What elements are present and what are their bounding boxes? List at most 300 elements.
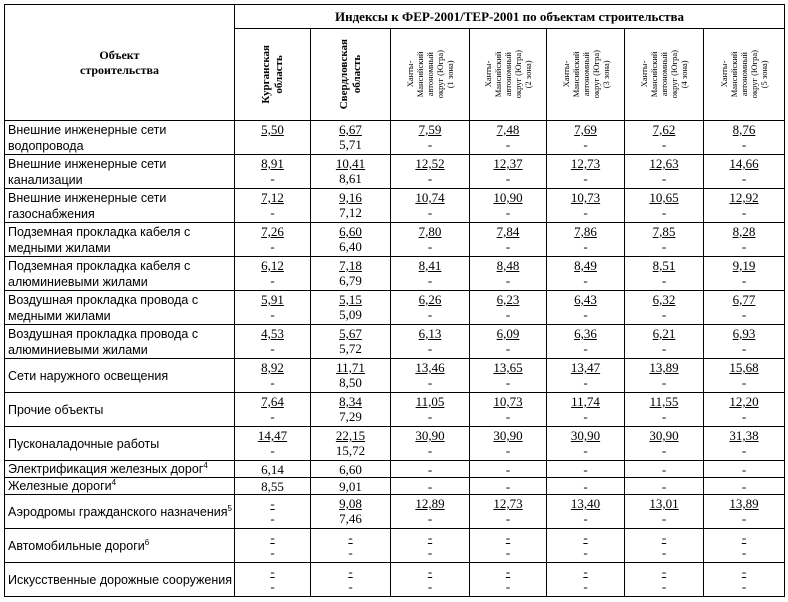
index-value-primary: 7,18 [339, 258, 362, 273]
index-cell [391, 155, 470, 189]
index-value-primary: - [505, 530, 511, 545]
index-value-secondary: - [741, 341, 747, 356]
index-value-primary: 14,66 [729, 156, 759, 171]
index-value-primary: 6,36 [574, 326, 597, 341]
index-value-primary: 22,15 [335, 428, 366, 443]
index-value-secondary: - [270, 409, 275, 424]
table-row [5, 478, 785, 495]
index-value-secondary: - [583, 137, 588, 152]
index-cell [311, 359, 391, 393]
index-cell [547, 461, 625, 478]
index-value-primary: 9,01 [339, 478, 362, 494]
index-value-secondary: 15,72 [335, 443, 366, 458]
index-value-secondary: - [270, 273, 275, 288]
index-cell [235, 189, 311, 223]
footnote-marker: 4 [111, 477, 117, 487]
index-value-secondary: - [505, 545, 511, 560]
index-cell [470, 155, 547, 189]
index-cell [470, 257, 547, 291]
index-cell [625, 393, 704, 427]
index-value-primary: 6,09 [496, 326, 520, 341]
index-value-secondary: 7,12 [339, 205, 362, 220]
index-cell [235, 223, 311, 257]
index-value-secondary: - [427, 375, 433, 390]
index-value-primary: 6,60 [339, 224, 362, 239]
row-object-name [5, 155, 235, 189]
index-cell [547, 155, 625, 189]
index-cell [470, 529, 547, 563]
index-value-secondary: - [427, 171, 433, 186]
index-value-primary: 12,73 [493, 496, 523, 511]
index-cell [547, 359, 625, 393]
index-value-secondary: - [270, 579, 275, 594]
index-value-primary: 7,48 [496, 122, 520, 137]
index-cell [704, 393, 785, 427]
index-value-primary: 13,65 [493, 360, 523, 375]
index-value-primary: 13,46 [415, 360, 445, 375]
index-cell [704, 325, 785, 359]
object-name-text: Сети наружного освещения [8, 368, 169, 383]
column-header-khmao-zone-5: Ханты- Мансийский автономный округ (Югра) (5 зона) [704, 29, 785, 121]
index-cell [311, 529, 391, 563]
row-object-name [5, 478, 235, 495]
index-value-primary: 11,74 [571, 394, 600, 409]
index-value-primary: - [427, 478, 433, 494]
index-value-secondary: - [427, 409, 433, 424]
index-value-secondary: - [661, 443, 667, 458]
index-value-primary: 7,59 [418, 122, 442, 137]
index-value-primary: 10,65 [649, 190, 679, 205]
index-value-secondary: - [741, 171, 747, 186]
index-value-secondary: - [270, 307, 275, 322]
index-value-secondary: - [427, 205, 433, 220]
index-cell [704, 121, 785, 155]
index-value-secondary: - [661, 307, 667, 322]
index-value-primary: 6,14 [261, 461, 284, 477]
object-name-text: Подземная прокладка кабеля с медными жилами [8, 224, 191, 255]
index-value-primary: 6,26 [418, 292, 442, 307]
index-value-primary: 12,37 [493, 156, 523, 171]
index-cell [470, 223, 547, 257]
table-row [5, 393, 785, 427]
object-name-text: Искусственные дорожные сооружения [8, 572, 232, 587]
index-value-primary: 9,16 [339, 190, 362, 205]
index-value-primary: - [427, 564, 433, 579]
index-value-primary: 13,89 [729, 496, 759, 511]
index-value-primary: 7,85 [652, 224, 676, 239]
index-value-primary: 4,53 [261, 326, 284, 341]
index-value-primary: 8,41 [418, 258, 442, 273]
index-cell [547, 529, 625, 563]
table-row [5, 189, 785, 223]
object-name-text: Аэродромы гражданского назначения [8, 504, 228, 519]
index-value-primary: 7,64 [261, 394, 284, 409]
index-value-secondary: - [270, 205, 275, 220]
index-value-primary: 30,90 [415, 428, 445, 443]
index-cell [470, 563, 547, 597]
index-cell [391, 291, 470, 325]
index-value-primary: 5,50 [261, 122, 284, 137]
row-object-name [5, 359, 235, 393]
index-value-primary: 9,19 [732, 258, 756, 273]
footnote-marker: 6 [144, 537, 150, 547]
index-value-secondary: - [741, 443, 747, 458]
table-row [5, 427, 785, 461]
index-value-secondary: - [427, 579, 433, 594]
index-value-secondary: - [741, 273, 747, 288]
index-value-primary: 13,40 [570, 496, 601, 511]
index-cell [470, 495, 547, 529]
index-value-primary: 30,90 [649, 428, 679, 443]
index-value-secondary: - [741, 545, 747, 560]
index-value-primary: 12,73 [570, 156, 601, 171]
index-value-secondary: - [583, 511, 588, 526]
index-value-secondary: 5,71 [339, 137, 362, 152]
index-cell [547, 393, 625, 427]
column-header-khmao-zone-3: Ханты- Мансийский автономный округ (Югра) (3 зона) [547, 29, 625, 121]
row-object-name [5, 189, 235, 223]
index-value-primary: - [348, 564, 353, 579]
table-row [5, 495, 785, 529]
row-object-name [5, 563, 235, 597]
index-cell [625, 257, 704, 291]
index-value-secondary: - [427, 341, 433, 356]
index-cell [547, 325, 625, 359]
index-value-primary: - [741, 530, 747, 545]
index-value-primary: - [270, 530, 275, 545]
index-value-primary: 8,34 [339, 394, 362, 409]
index-cell [311, 393, 391, 427]
index-cell [547, 223, 625, 257]
table-row [5, 257, 785, 291]
index-cell [391, 495, 470, 529]
index-cell [470, 393, 547, 427]
object-name-text: Воздушная прокладка провода с медными жилами [8, 292, 199, 323]
index-value-secondary: - [741, 205, 747, 220]
index-cell [235, 495, 311, 529]
index-value-primary: 5,15 [339, 292, 362, 307]
index-value-primary: 12,92 [729, 190, 759, 205]
index-value-primary: 6,12 [261, 258, 284, 273]
index-value-primary: 11,05 [415, 394, 445, 409]
index-value-secondary: - [427, 545, 433, 560]
index-value-primary: 11,55 [649, 394, 679, 409]
index-cell [235, 563, 311, 597]
index-value-secondary: - [741, 579, 747, 594]
index-cell [625, 189, 704, 223]
index-value-secondary: - [741, 511, 747, 526]
index-value-primary: 6,23 [496, 292, 520, 307]
index-cell [311, 563, 391, 597]
index-value-secondary: - [661, 511, 667, 526]
index-cell [235, 325, 311, 359]
index-value-primary: - [661, 461, 667, 477]
index-value-secondary: - [583, 307, 588, 322]
index-value-primary: 12,63 [649, 156, 679, 171]
index-cell [625, 359, 704, 393]
index-cell [470, 121, 547, 155]
index-value-primary: 8,51 [652, 258, 676, 273]
index-cell [311, 495, 391, 529]
row-object-name [5, 291, 235, 325]
index-value-secondary: - [741, 137, 747, 152]
index-value-primary: 7,12 [261, 190, 284, 205]
index-value-primary: 10,73 [493, 394, 523, 409]
index-value-secondary: - [270, 375, 275, 390]
index-value-primary: - [505, 461, 511, 477]
object-name-text: Электрификация железных дорог [8, 462, 204, 476]
column-header-khmao-zone-1: Ханты- Мансийский автономный округ (Югра) (1 зона) [391, 29, 470, 121]
index-value-secondary: - [427, 137, 433, 152]
object-name-text: Внешние инженерные сети газоснабжения [8, 190, 167, 221]
index-cell [625, 495, 704, 529]
index-cell [625, 291, 704, 325]
index-value-primary: 8,91 [261, 156, 284, 171]
index-value-primary: - [741, 461, 747, 477]
index-cell [311, 478, 391, 495]
index-value-secondary: - [741, 307, 747, 322]
index-value-primary: 6,67 [339, 122, 362, 137]
index-value-primary: - [741, 478, 747, 494]
index-cell [625, 529, 704, 563]
index-value-primary: 7,80 [418, 224, 442, 239]
index-cell [704, 189, 785, 223]
index-value-secondary: - [583, 443, 588, 458]
index-value-primary: 13,01 [649, 496, 679, 511]
index-value-secondary: - [583, 545, 588, 560]
column-header-kurgan: Курганская область [235, 29, 311, 121]
index-value-primary: 8,28 [732, 224, 756, 239]
index-cell [470, 461, 547, 478]
index-cell [311, 257, 391, 291]
index-value-primary: 10,41 [335, 156, 366, 171]
index-value-primary: 7,26 [261, 224, 284, 239]
index-value-primary: 6,43 [574, 292, 597, 307]
index-value-secondary: - [741, 375, 747, 390]
table-row [5, 325, 785, 359]
index-value-secondary: - [270, 443, 275, 458]
index-value-secondary: - [661, 545, 667, 560]
index-value-primary: 11,71 [336, 360, 365, 375]
index-value-primary: 12,52 [415, 156, 445, 171]
index-value-secondary: - [270, 341, 275, 356]
index-value-primary: 14,47 [257, 428, 288, 443]
index-value-primary: - [505, 564, 511, 579]
index-cell [704, 478, 785, 495]
index-value-secondary: - [348, 545, 353, 560]
index-value-primary: 10,73 [570, 190, 601, 205]
index-value-secondary: 6,79 [339, 273, 362, 288]
index-cell [235, 529, 311, 563]
index-value-secondary: - [661, 273, 667, 288]
object-name-text: Прочие объекты [8, 402, 104, 417]
object-name-text: Автомобильные дороги [8, 538, 145, 553]
index-value-primary: 30,90 [493, 428, 523, 443]
index-value-secondary: - [583, 171, 588, 186]
index-value-secondary: - [427, 239, 433, 254]
index-value-primary: 8,48 [496, 258, 520, 273]
index-value-primary: 12,20 [729, 394, 759, 409]
index-value-secondary: - [661, 375, 667, 390]
index-cell [470, 359, 547, 393]
index-value-secondary: - [583, 375, 588, 390]
table-row [5, 529, 785, 563]
index-value-primary: 9,08 [339, 496, 362, 511]
column-header-khmao-zone-2: Ханты- Мансийский автономный округ (Югра) (2 зона) [470, 29, 547, 121]
row-object-name [5, 325, 235, 359]
index-cell [391, 223, 470, 257]
index-value-secondary: 8,61 [339, 171, 362, 186]
index-cell [547, 121, 625, 155]
index-value-primary: - [583, 564, 588, 579]
index-value-secondary: - [505, 137, 511, 152]
index-value-primary: 13,47 [570, 360, 601, 375]
index-cell [470, 427, 547, 461]
index-value-primary: - [741, 564, 747, 579]
index-value-secondary: - [583, 205, 588, 220]
index-cell [391, 325, 470, 359]
index-value-primary: 15,68 [729, 360, 759, 375]
index-value-secondary: - [427, 511, 433, 526]
object-name-text: Пусконаладочные работы [8, 436, 160, 451]
index-value-secondary: - [505, 239, 511, 254]
object-name-text: Внешние инженерные сети водопровода [8, 122, 167, 153]
index-value-secondary: - [505, 375, 511, 390]
row-object-name [5, 495, 235, 529]
index-value-primary: 13,89 [649, 360, 679, 375]
index-value-primary: - [661, 530, 667, 545]
index-value-secondary: - [583, 273, 588, 288]
index-value-primary: - [270, 564, 275, 579]
object-name-text: Подземная прокладка кабеля с алюминиевыми жилами [8, 258, 191, 289]
index-value-secondary: - [505, 443, 511, 458]
index-value-primary: 7,84 [496, 224, 520, 239]
index-cell [704, 359, 785, 393]
index-cell [311, 427, 391, 461]
index-value-secondary: - [505, 171, 511, 186]
table-row [5, 223, 785, 257]
index-value-secondary: - [661, 137, 667, 152]
object-column-header: Объект строительства [5, 5, 235, 121]
index-value-primary: - [661, 564, 667, 579]
index-cell [311, 291, 391, 325]
index-value-secondary: - [741, 239, 747, 254]
index-value-secondary: - [270, 511, 275, 526]
index-cell [235, 359, 311, 393]
index-value-primary: 31,38 [729, 428, 759, 443]
index-value-secondary: - [661, 171, 667, 186]
index-value-secondary: 5,72 [339, 341, 362, 356]
index-cell [235, 427, 311, 461]
table-row [5, 155, 785, 189]
index-cell [391, 359, 470, 393]
index-cell [311, 461, 391, 478]
index-value-secondary: 6,40 [339, 239, 362, 254]
index-value-secondary: - [583, 239, 588, 254]
index-value-primary: - [348, 530, 353, 545]
index-value-primary: 12,89 [415, 496, 445, 511]
index-cell [311, 121, 391, 155]
index-cell [235, 478, 311, 495]
index-value-primary: 7,62 [652, 122, 676, 137]
index-cell [311, 155, 391, 189]
index-value-primary: - [505, 478, 511, 494]
object-name-text: Железные дороги [8, 479, 112, 493]
index-value-primary: - [583, 478, 588, 494]
index-value-secondary: - [270, 545, 275, 560]
index-value-primary: 6,93 [732, 326, 756, 341]
index-value-secondary: - [505, 307, 511, 322]
index-cell [625, 325, 704, 359]
index-cell [235, 393, 311, 427]
index-value-primary: 6,77 [732, 292, 756, 307]
index-value-secondary: - [505, 579, 511, 594]
index-value-primary: 7,69 [574, 122, 597, 137]
index-cell [704, 495, 785, 529]
index-cell [547, 495, 625, 529]
index-value-primary: 8,76 [732, 122, 756, 137]
index-value-secondary: - [427, 307, 433, 322]
index-cell [704, 529, 785, 563]
index-value-secondary: - [661, 579, 667, 594]
index-cell [547, 478, 625, 495]
index-cell [547, 189, 625, 223]
index-cell [625, 155, 704, 189]
row-object-name [5, 223, 235, 257]
index-cell [235, 257, 311, 291]
index-value-primary: - [427, 530, 433, 545]
index-value-primary: - [583, 530, 588, 545]
index-value-secondary: - [270, 171, 275, 186]
index-value-primary: 8,55 [261, 478, 284, 494]
index-cell [547, 427, 625, 461]
index-value-primary: 10,74 [415, 190, 445, 205]
index-value-secondary: - [505, 205, 511, 220]
index-value-primary: - [583, 461, 588, 477]
footnote-marker: 4 [203, 460, 208, 470]
index-value-secondary: - [427, 443, 433, 458]
index-value-secondary: - [741, 409, 747, 424]
index-value-secondary: - [505, 511, 511, 526]
index-cell [391, 478, 470, 495]
object-name-text: Воздушная прокладка провода с алюминиевыми жилами [8, 326, 199, 357]
index-value-secondary: - [661, 239, 667, 254]
index-value-secondary: - [661, 409, 667, 424]
index-value-primary: 10,90 [493, 190, 523, 205]
index-value-secondary: 8,50 [339, 375, 362, 390]
index-cell [235, 291, 311, 325]
index-cell [235, 155, 311, 189]
object-name-text: Внешние инженерные сети канализации [8, 156, 167, 187]
index-cell [470, 291, 547, 325]
index-value-primary: 8,92 [261, 360, 284, 375]
index-cell [470, 189, 547, 223]
index-value-secondary: - [583, 341, 588, 356]
table-row [5, 291, 785, 325]
index-cell [704, 563, 785, 597]
index-value-primary: 6,21 [652, 326, 676, 341]
column-header-khmao-zone-4: Ханты- Мансийский автономный округ (Югра) (4 зона) [625, 29, 704, 121]
index-cell [625, 478, 704, 495]
index-cell [704, 461, 785, 478]
index-table [4, 4, 785, 597]
index-cell [704, 427, 785, 461]
table-row [5, 359, 785, 393]
index-cell [235, 121, 311, 155]
index-value-primary: 30,90 [570, 428, 601, 443]
column-header-sverdlovsk: Свердловская область [311, 29, 391, 121]
index-value-primary: 6,60 [339, 461, 362, 477]
